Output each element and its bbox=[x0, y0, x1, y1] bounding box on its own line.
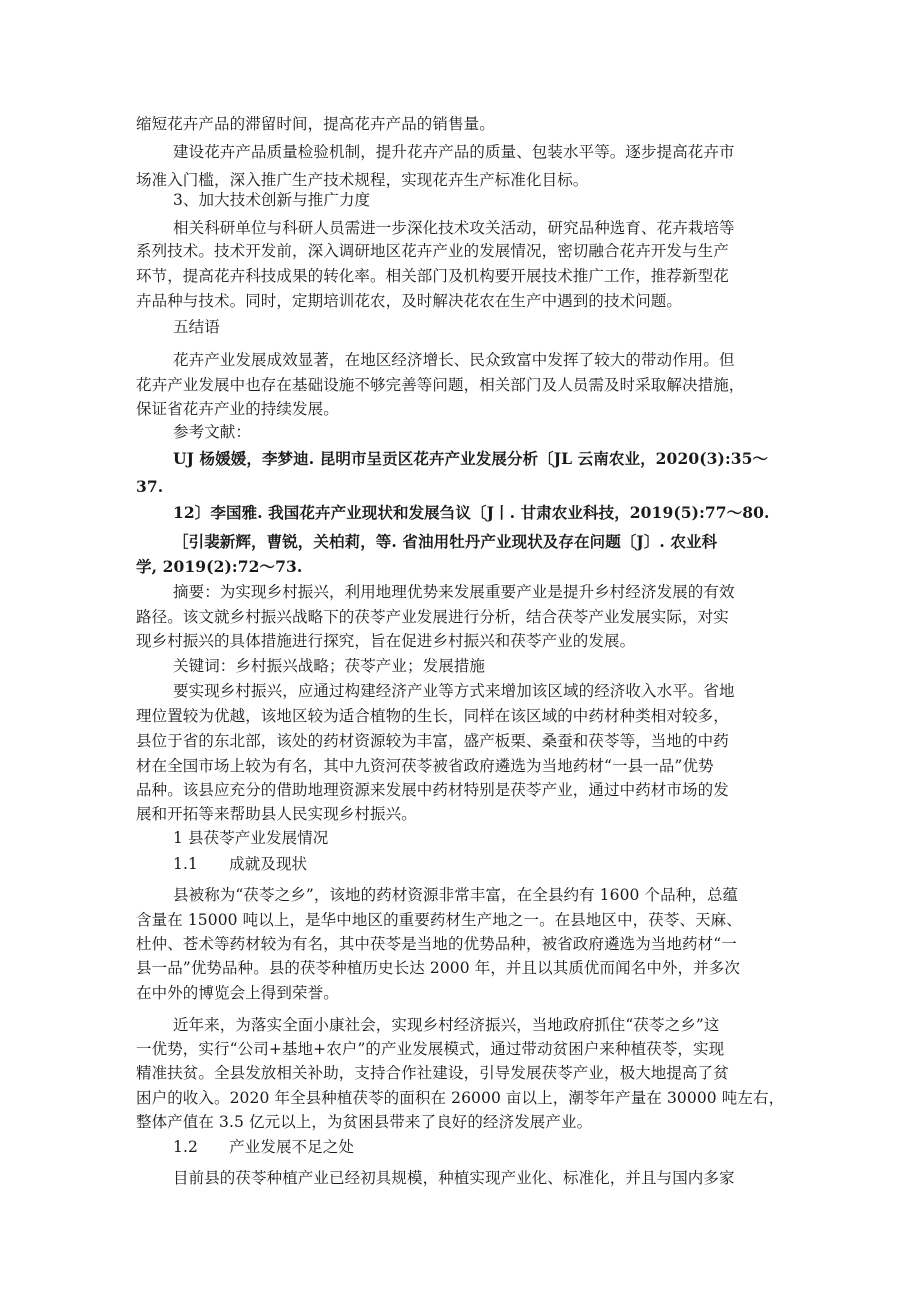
text-line: 县被称为“茯苓之乡”，该地的药材资源非常丰富，在全县约有 1600 个品种，总蕴 bbox=[173, 886, 739, 904]
abstract-line: 路径。该文就乡村振兴战略下的茯苓产业发展进行分析，结合茯苓产业发展实际，对实 bbox=[136, 608, 729, 626]
text-line: 含量在 15000 吨以上，是华中地区的重要药材生产地之一。在县地区中，茯苓、天麻、 bbox=[136, 911, 742, 929]
references-heading: 参考文献： bbox=[173, 423, 252, 441]
text-line: 相关科研单位与科研人员需进一步深化技术攻关活动，研究品种选育、花卉栽培等 bbox=[173, 219, 735, 237]
text-line: 场准入门槛，深入推广生产技术规程，实现花卉生产标准化目标。 bbox=[136, 171, 589, 189]
text-line: 花卉产业发展成效显著，在地区经济增长、民众致富中发挥了较大的带动作用。但 bbox=[173, 351, 735, 369]
text-line: 近年来，为落实全面小康社会，实现乡村经济振兴，当地政府抓住“茯苓之乡”这 bbox=[173, 1016, 720, 1034]
subsection-heading: 1.2 产业发展不足之处 bbox=[173, 1138, 354, 1156]
text-line: 县位于省的东北部，该处的药材资源较为丰富，盛产板栗、桑蚕和茯苓等，当地的中药 bbox=[136, 732, 729, 750]
section-heading: 3、加大技术创新与推广力度 bbox=[173, 191, 371, 209]
section-heading: 五结语 bbox=[173, 318, 220, 336]
text-line: 县一品”优势品种。县的茯苓种植历史长达 2000 年，并且以其质优而闻名中外，并多次 bbox=[136, 959, 740, 977]
text-line: 在中外的博览会上得到荣誉。 bbox=[136, 984, 339, 1002]
subsection-heading: 1.1 成就及现状 bbox=[173, 855, 308, 873]
text-line: 整体产值在 3.5 亿元以上，为贫困县带来了良好的经济发展产业。 bbox=[136, 1113, 593, 1131]
text-line: 一优势，实行“公司+基地+农户”的产业发展模式，通过带动贫困户来种植茯苓，实现 bbox=[136, 1040, 725, 1058]
text-line: 建设花卉产品质量检验机制，提升花卉产品的质量、包装水平等。逐步提高花卉市 bbox=[173, 143, 735, 161]
text-line: 材在全国市场上较为有名，其中九资河茯苓被省政府遴选为当地药材“一县一品”优势 bbox=[136, 757, 714, 775]
text-line: 系列技术。技术开发前，深入调研地区花卉产业的发展情况，密切融合花卉开发与生产 bbox=[136, 242, 729, 260]
text-line: 要实现乡村振兴，应通过构建经济产业等方式来增加该区域的经济收入水平。省地 bbox=[173, 682, 735, 700]
text-line: 理位置较为优越，该地区较为适合植物的生长，同样在该区域的中药材种类相对较多， bbox=[136, 707, 729, 725]
text-line: 花卉产业发展中也存在基础设施不够完善等问题，相关部门及人员需及时采取解决措施， bbox=[136, 376, 745, 394]
text-line: 卉品种与技术。同时，定期培训花农，及时解决花农在生产中遇到的技术问题。 bbox=[136, 292, 683, 310]
text-line: 展和开拓等来帮助县人民实现乡村振兴。 bbox=[136, 805, 417, 823]
reference-item: UJ 杨媛媛，李梦迪. 昆明市呈贡区花卉产业发展分析〔JL 云南农业，2020(3):35〜 bbox=[173, 449, 769, 468]
text-line: 困户的收入。2020 年全县种植茯苓的面积在 26000 亩以上，潮苓年产量在 30000 吨左右， bbox=[136, 1089, 785, 1107]
text-line: 目前县的茯苓种植产业已经初具规模，种植实现产业化、标准化，并且与国内多家 bbox=[173, 1169, 735, 1187]
keywords-line: 关键词：乡村振兴战略；茯苓产业；发展措施 bbox=[173, 657, 486, 675]
text-line: 保证省花卉产业的持续发展。 bbox=[136, 400, 339, 418]
abstract-line: 摘要：为实现乡村振兴，利用地理优势来发展重要产业是提升乡村经济发展的有效 bbox=[173, 583, 735, 601]
text-line: 精准扶贫。全县发放相关补助，支持合作社建设，引导发展茯苓产业，极大地提高了贫 bbox=[136, 1064, 729, 1082]
reference-item: 学, 2019(2):72〜73. bbox=[136, 557, 303, 576]
text-line: 环节，提高花卉科技成果的转化率。相关部门及机构要开展技术推广工作，推荐新型花 bbox=[136, 267, 729, 285]
section-heading: 1 县茯苓产业发展情况 bbox=[173, 829, 329, 847]
text-line: 杜仲、苍术等药材较为有名，其中茯苓是当地的优势品种，被省政府遴选为当地药材“一 bbox=[136, 935, 737, 953]
text-line: 缩短花卉产品的滞留时间，提高花卉产品的销售量。 bbox=[136, 115, 495, 133]
text-line: 品种。该县应充分的借助地理资源来发展中药材特别是茯苓产业，通过中药材市场的发 bbox=[136, 781, 729, 799]
reference-item: 37. bbox=[136, 477, 164, 496]
reference-item: 12〕李国雅. 我国花卉产业现状和发展刍议〔J丨. 甘肃农业科技，2019(5):77〜80. bbox=[173, 503, 770, 522]
abstract-line: 现乡村振兴的具体措施进行探究，旨在促进乡村振兴和茯苓产业的发展。 bbox=[136, 632, 636, 650]
reference-item: ［引裴新辉，曹锐，关柏莉，等. 省油用牡丹产业现状及存在问题〔J〕. 农业科 bbox=[173, 532, 718, 551]
